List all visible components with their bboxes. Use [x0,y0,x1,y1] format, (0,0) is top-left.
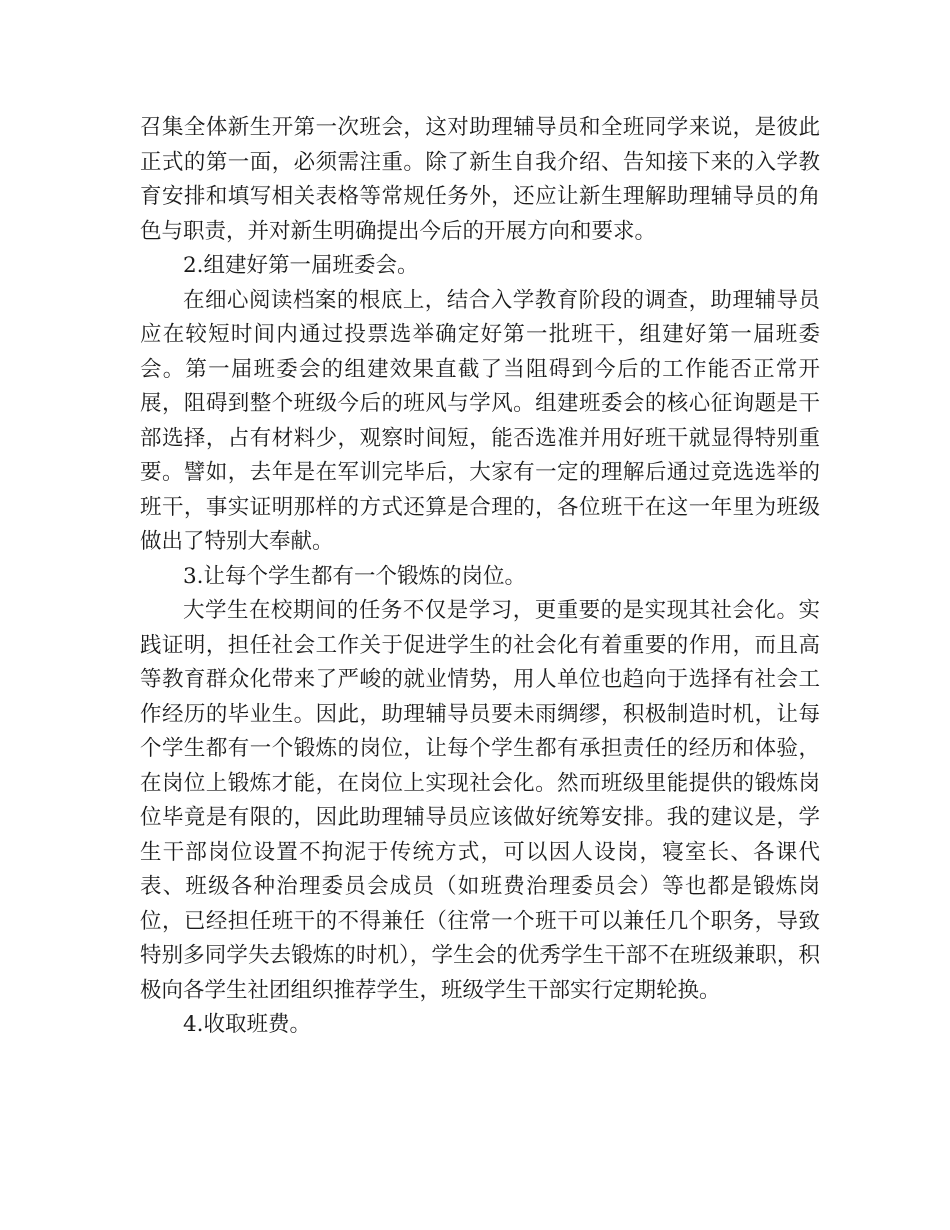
heading-training-positions: 3.让每个学生都有一个锻炼的岗位。 [183,563,527,589]
paragraph-socialization: 大学生在校期间的任务不仅是学习，更重要的是实现其社会化。实践证明，担任社会工作关于促进学生的社会化有着重要的作用，而且高等教育群众化带来了严峻的就业情势，用人单位也趋向于选择有社会工作经历的毕业生。因此，助理辅导员要未雨绸缪，积极制造时机，让每个学生都有一个锻炼的岗位，让每个学生都有承担责任的经历和体验，在岗位上锻炼才能，在岗位上实现社会化。然而班级里能提供的锻炼岗位毕竟是有限的，因此助理辅导员应该做好统筹安排。我的建议是，学生干部岗位设置不拘泥于传统方式，可以因人设岗，寝室长、各课代表、班级各种治理委员会成员（如班费治理委员会）等也都是锻炼岗位，已经担任班干的不得兼任（往常一个班干可以兼任几个职务，导致特别多同学失去锻炼的时机），学生会的优秀学生干部不在班级兼职，积极向各学生社团组织推荐学生，班级学生干部实行定期轮换。 [140,598,820,1003]
heading-form-committee: 2.组建好第一届班委会。 [183,253,419,278]
heading-collect-fees: 4.收取班费。 [183,1012,312,1037]
paragraph-committee-election: 在细心阅读档案的根底上，结合入学教育阶段的调查，助理辅导员应在较短时间内通过投票选举确定好第一批班干，组建好第一届班委会。第一届班委会的组建效果直截了当阻碍到今后的工作能否正常开展，阻碍到整个班级今后的班风与学风。组建班委会的核心征询题是干部选择，占有材料少，观察时间短，能否选准并用好班干就显得特别重要。譬如，去年是在军训完毕后，大家有一定的理解后通过竞选选举的班干，事实证明那样的方式还算是合理的，各位班干在这一年里为班级做出了特别大奉献。 [140,287,820,554]
paragraph-class-meeting: 召集全体新生开第一次班会，这对助理辅导员和全班同学来说，是彼此正式的第一面，必须需注重。除了新生自我介绍、告知接下来的入学教育安排和填写相关表格等常规任务外，还应让新生理解助理辅导员的角色与职责，并对新生明确提出今后的开展方向和要求。 [140,115,820,244]
document-body [140,111,820,1043]
